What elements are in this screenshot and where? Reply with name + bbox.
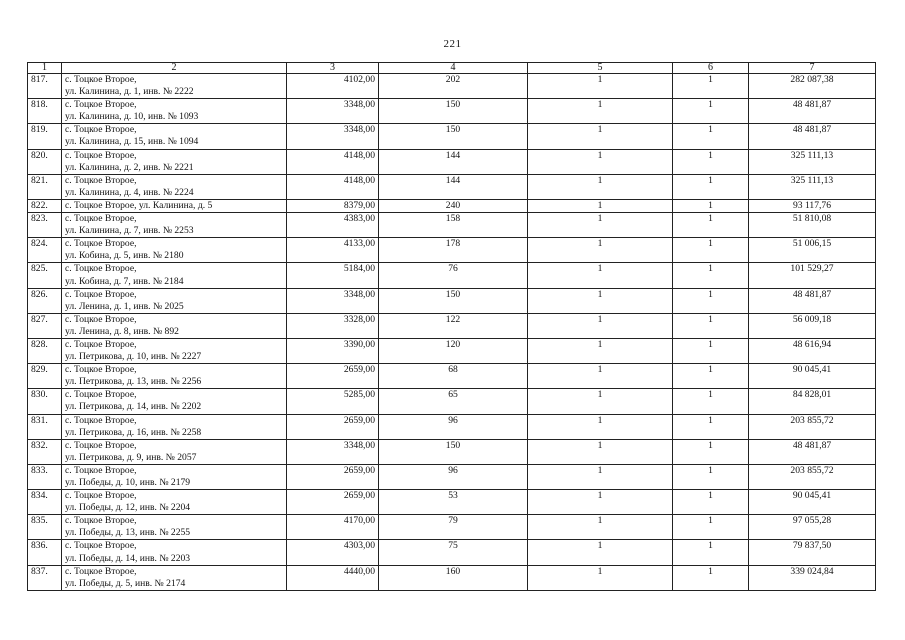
address-cell xyxy=(62,464,287,489)
table-body xyxy=(28,74,876,591)
table-row xyxy=(28,238,876,263)
row-number-cell: 823. xyxy=(28,213,62,238)
address-cell xyxy=(62,414,287,439)
column-7-cell: 48 481,87 xyxy=(749,439,876,464)
column-4-cell: 76 xyxy=(379,263,528,288)
column-7-cell: 79 837,50 xyxy=(749,540,876,565)
column-5-cell: 1 xyxy=(528,338,673,363)
address-line-2: ул. Победы, д. 12, инв. № 2204 xyxy=(65,502,191,514)
address-line-2: ул. Ленина, д. 1, инв. № 2025 xyxy=(65,300,184,312)
column-4-cell: 79 xyxy=(379,515,528,540)
column-4-cell: 53 xyxy=(379,490,528,515)
column-4-cell: 150 xyxy=(379,439,528,464)
column-3-cell: 4170,00 xyxy=(287,515,379,540)
column-4-cell: 160 xyxy=(379,565,528,590)
column-5-cell: 1 xyxy=(528,263,673,288)
address-cell xyxy=(62,515,287,540)
table-row xyxy=(28,515,876,540)
address-line-1: с. Тоцкое Второе, xyxy=(65,288,137,300)
column-5-cell: 1 xyxy=(528,99,673,124)
address-line-1: с. Тоцкое Второе, xyxy=(65,213,137,225)
column-3-cell: 4440,00 xyxy=(287,565,379,590)
table-row xyxy=(28,124,876,149)
column-3-cell: 2659,00 xyxy=(287,364,379,389)
address-line-2: ул. Петрикова, д. 13, инв. № 2256 xyxy=(65,376,202,388)
address-line-2: ул. Ленина, д. 8, инв. № 892 xyxy=(65,325,179,337)
column-5-cell: 1 xyxy=(528,238,673,263)
address-line-1: с. Тоцкое Второе, xyxy=(65,565,137,577)
row-number-cell: 836. xyxy=(28,540,62,565)
column-7-cell: 97 055,28 xyxy=(749,515,876,540)
address-cell xyxy=(62,199,287,212)
address-cell xyxy=(62,338,287,363)
column-7-cell: 84 828,01 xyxy=(749,389,876,414)
address-line-2: ул. Кобина, д. 7, инв. № 2184 xyxy=(65,275,184,287)
table-row xyxy=(28,199,876,212)
column-3-cell: 3348,00 xyxy=(287,288,379,313)
row-number-cell: 821. xyxy=(28,174,62,199)
column-7-cell: 325 111,13 xyxy=(749,149,876,174)
column-6-cell: 1 xyxy=(673,540,749,565)
address-line-1: с. Тоцкое Второе, xyxy=(65,464,137,476)
address-line-1: с. Тоцкое Второе, xyxy=(65,364,137,376)
column-3-cell: 4148,00 xyxy=(287,149,379,174)
column-6-cell: 1 xyxy=(673,313,749,338)
row-number-cell: 819. xyxy=(28,124,62,149)
column-4-cell: 75 xyxy=(379,540,528,565)
row-number-cell: 820. xyxy=(28,149,62,174)
column-3-cell: 4148,00 xyxy=(287,174,379,199)
column-5-cell: 1 xyxy=(528,199,673,212)
row-number-cell: 837. xyxy=(28,565,62,590)
column-5-cell: 1 xyxy=(528,515,673,540)
table-row xyxy=(28,174,876,199)
column-header-7: 7 xyxy=(749,63,876,74)
row-number-cell: 822. xyxy=(28,199,62,212)
column-6-cell: 1 xyxy=(673,124,749,149)
column-5-cell: 1 xyxy=(528,565,673,590)
column-5-cell: 1 xyxy=(528,74,673,99)
address-line-2: ул. Победы, д. 14, инв. № 2203 xyxy=(65,552,191,564)
column-7-cell: 56 009,18 xyxy=(749,313,876,338)
column-7-cell: 203 855,72 xyxy=(749,414,876,439)
column-6-cell: 1 xyxy=(673,99,749,124)
column-4-cell: 65 xyxy=(379,389,528,414)
column-6-cell: 1 xyxy=(673,174,749,199)
address-cell xyxy=(62,149,287,174)
column-6-cell: 1 xyxy=(673,149,749,174)
address-line-1: с. Тоцкое Второе, xyxy=(65,124,137,136)
column-4-cell: 144 xyxy=(379,149,528,174)
column-5-cell: 1 xyxy=(528,149,673,174)
column-7-cell: 48 616,94 xyxy=(749,338,876,363)
table-row xyxy=(28,338,876,363)
address-line-2: ул. Калинина, д. 10, инв. № 1093 xyxy=(65,111,199,123)
column-6-cell: 1 xyxy=(673,389,749,414)
column-5-cell: 1 xyxy=(528,213,673,238)
row-number-cell: 829. xyxy=(28,364,62,389)
table-row xyxy=(28,540,876,565)
address-line-1: с. Тоцкое Второе, xyxy=(65,313,137,325)
column-3-cell: 3390,00 xyxy=(287,338,379,363)
table-row xyxy=(28,149,876,174)
column-4-cell: 68 xyxy=(379,364,528,389)
address-line-1: с. Тоцкое Второе, xyxy=(65,490,137,502)
column-7-cell: 101 529,27 xyxy=(749,263,876,288)
address-cell xyxy=(62,439,287,464)
column-3-cell: 4303,00 xyxy=(287,540,379,565)
row-number-cell: 827. xyxy=(28,313,62,338)
column-6-cell: 1 xyxy=(673,199,749,212)
column-7-cell: 51 006,15 xyxy=(749,238,876,263)
column-7-cell: 48 481,87 xyxy=(749,288,876,313)
column-7-cell: 90 045,41 xyxy=(749,364,876,389)
address-line-1: с. Тоцкое Второе, xyxy=(65,99,137,111)
column-3-cell: 2659,00 xyxy=(287,464,379,489)
address-line-1: с. Тоцкое Второе, xyxy=(65,338,137,350)
address-line-1: с. Тоцкое Второе, ул. Калинина, д. 5 xyxy=(65,199,213,211)
column-3-cell: 4102,00 xyxy=(287,74,379,99)
address-cell xyxy=(62,174,287,199)
column-6-cell: 1 xyxy=(673,238,749,263)
column-7-cell: 203 855,72 xyxy=(749,464,876,489)
column-7-cell: 51 810,08 xyxy=(749,213,876,238)
table-row xyxy=(28,213,876,238)
row-number-cell: 833. xyxy=(28,464,62,489)
column-7-cell: 90 045,41 xyxy=(749,490,876,515)
column-5-cell: 1 xyxy=(528,490,673,515)
table-row xyxy=(28,313,876,338)
row-number-cell: 828. xyxy=(28,338,62,363)
row-number-cell: 834. xyxy=(28,490,62,515)
table-row xyxy=(28,389,876,414)
address-cell xyxy=(62,565,287,590)
column-6-cell: 1 xyxy=(673,213,749,238)
column-5-cell: 1 xyxy=(528,540,673,565)
address-line-2: ул. Победы, д. 13, инв. № 2255 xyxy=(65,527,191,539)
address-cell xyxy=(62,389,287,414)
table-row xyxy=(28,565,876,590)
column-4-cell: 202 xyxy=(379,74,528,99)
column-3-cell: 4133,00 xyxy=(287,238,379,263)
column-6-cell: 1 xyxy=(673,464,749,489)
address-line-2: ул. Калинина, д. 1, инв. № 2222 xyxy=(65,86,194,98)
column-5-cell: 1 xyxy=(528,364,673,389)
column-6-cell: 1 xyxy=(673,515,749,540)
address-cell xyxy=(62,313,287,338)
column-4-cell: 120 xyxy=(379,338,528,363)
address-line-1: с. Тоцкое Второе, xyxy=(65,515,137,527)
column-4-cell: 158 xyxy=(379,213,528,238)
column-4-cell: 150 xyxy=(379,124,528,149)
address-cell xyxy=(62,99,287,124)
column-4-cell: 122 xyxy=(379,313,528,338)
address-line-2: ул. Петрикова, д. 10, инв. № 2227 xyxy=(65,351,202,363)
column-5-cell: 1 xyxy=(528,439,673,464)
column-3-cell: 5285,00 xyxy=(287,389,379,414)
column-6-cell: 1 xyxy=(673,74,749,99)
address-cell xyxy=(62,540,287,565)
address-line-2: ул. Победы, д. 5, инв. № 2174 xyxy=(65,577,186,589)
address-line-1: с. Тоцкое Второе, xyxy=(65,414,137,426)
column-4-cell: 240 xyxy=(379,199,528,212)
table-row xyxy=(28,263,876,288)
column-3-cell: 2659,00 xyxy=(287,414,379,439)
column-5-cell: 1 xyxy=(528,288,673,313)
row-number-cell: 826. xyxy=(28,288,62,313)
address-line-1: с. Тоцкое Второе, xyxy=(65,439,137,451)
address-line-1: с. Тоцкое Второе, xyxy=(65,74,137,85)
column-7-cell: 339 024,84 xyxy=(749,565,876,590)
property-registry-table xyxy=(27,62,876,591)
row-number-cell: 818. xyxy=(28,99,62,124)
column-header-2: 2 xyxy=(62,63,287,74)
row-number-cell: 817. xyxy=(28,74,62,99)
table-row xyxy=(28,288,876,313)
address-line-2: ул. Петрикова, д. 9, инв. № 2057 xyxy=(65,451,197,463)
column-3-cell: 3348,00 xyxy=(287,99,379,124)
column-6-cell: 1 xyxy=(673,414,749,439)
column-3-cell: 5184,00 xyxy=(287,263,379,288)
row-number-cell: 835. xyxy=(28,515,62,540)
address-line-2: ул. Кобина, д. 5, инв. № 2180 xyxy=(65,250,184,262)
table-row xyxy=(28,99,876,124)
column-3-cell: 8379,00 xyxy=(287,199,379,212)
row-number-cell: 824. xyxy=(28,238,62,263)
row-number-cell: 831. xyxy=(28,414,62,439)
column-6-cell: 1 xyxy=(673,364,749,389)
column-header-5: 5 xyxy=(528,63,673,74)
address-line-1: с. Тоцкое Второе, xyxy=(65,238,137,250)
column-header-1: 1 xyxy=(28,63,62,74)
table-row xyxy=(28,414,876,439)
address-line-1: с. Тоцкое Второе, xyxy=(65,263,137,275)
column-7-cell: 282 087,38 xyxy=(749,74,876,99)
table-row xyxy=(28,490,876,515)
column-3-cell: 3348,00 xyxy=(287,439,379,464)
column-7-cell: 325 111,13 xyxy=(749,174,876,199)
row-number-cell: 830. xyxy=(28,389,62,414)
column-7-cell: 93 117,76 xyxy=(749,199,876,212)
page-number: 221 xyxy=(443,38,462,50)
column-6-cell: 1 xyxy=(673,338,749,363)
address-cell xyxy=(62,490,287,515)
column-3-cell: 2659,00 xyxy=(287,490,379,515)
address-cell xyxy=(62,364,287,389)
column-5-cell: 1 xyxy=(528,313,673,338)
column-4-cell: 144 xyxy=(379,174,528,199)
column-6-cell: 1 xyxy=(673,565,749,590)
table-row xyxy=(28,364,876,389)
column-3-cell: 3348,00 xyxy=(287,124,379,149)
table-header-row xyxy=(28,63,876,74)
address-line-1: с. Тоцкое Второе, xyxy=(65,149,137,161)
column-5-cell: 1 xyxy=(528,464,673,489)
column-header-3: 3 xyxy=(287,63,379,74)
address-cell xyxy=(62,263,287,288)
table-row xyxy=(28,74,876,99)
column-4-cell: 150 xyxy=(379,99,528,124)
column-6-cell: 1 xyxy=(673,439,749,464)
column-6-cell: 1 xyxy=(673,490,749,515)
address-line-2: ул. Петрикова, д. 16, инв. № 2258 xyxy=(65,426,202,438)
column-4-cell: 96 xyxy=(379,464,528,489)
address-line-2: ул. Калинина, д. 2, инв. № 2221 xyxy=(65,161,194,173)
address-line-1: с. Тоцкое Второе, xyxy=(65,174,137,186)
address-cell xyxy=(62,124,287,149)
address-cell xyxy=(62,74,287,99)
address-line-2: ул. Петрикова, д. 14, инв. № 2202 xyxy=(65,401,202,413)
column-7-cell: 48 481,87 xyxy=(749,99,876,124)
column-6-cell: 1 xyxy=(673,263,749,288)
address-cell xyxy=(62,238,287,263)
column-header-6: 6 xyxy=(673,63,749,74)
address-line-2: ул. Калинина, д. 7, инв. № 2253 xyxy=(65,225,194,237)
address-cell xyxy=(62,213,287,238)
address-cell xyxy=(62,288,287,313)
address-line-2: ул. Калинина, д. 15, инв. № 1094 xyxy=(65,136,199,148)
address-line-1: с. Тоцкое Второе, xyxy=(65,540,137,552)
address-line-2: ул. Победы, д. 10, инв. № 2179 xyxy=(65,477,191,488)
column-3-cell: 3328,00 xyxy=(287,313,379,338)
column-4-cell: 150 xyxy=(379,288,528,313)
column-5-cell: 1 xyxy=(528,124,673,149)
table-row xyxy=(28,464,876,489)
row-number-cell: 832. xyxy=(28,439,62,464)
column-6-cell: 1 xyxy=(673,288,749,313)
column-4-cell: 96 xyxy=(379,414,528,439)
column-4-cell: 178 xyxy=(379,238,528,263)
row-number-cell: 825. xyxy=(28,263,62,288)
column-3-cell: 4383,00 xyxy=(287,213,379,238)
column-5-cell: 1 xyxy=(528,414,673,439)
column-5-cell: 1 xyxy=(528,174,673,199)
column-7-cell: 48 481,87 xyxy=(749,124,876,149)
address-line-2: ул. Калинина, д. 4, инв. № 2224 xyxy=(65,186,194,198)
address-line-1: с. Тоцкое Второе, xyxy=(65,389,137,401)
column-header-4: 4 xyxy=(379,63,528,74)
column-5-cell: 1 xyxy=(528,389,673,414)
table-row xyxy=(28,439,876,464)
